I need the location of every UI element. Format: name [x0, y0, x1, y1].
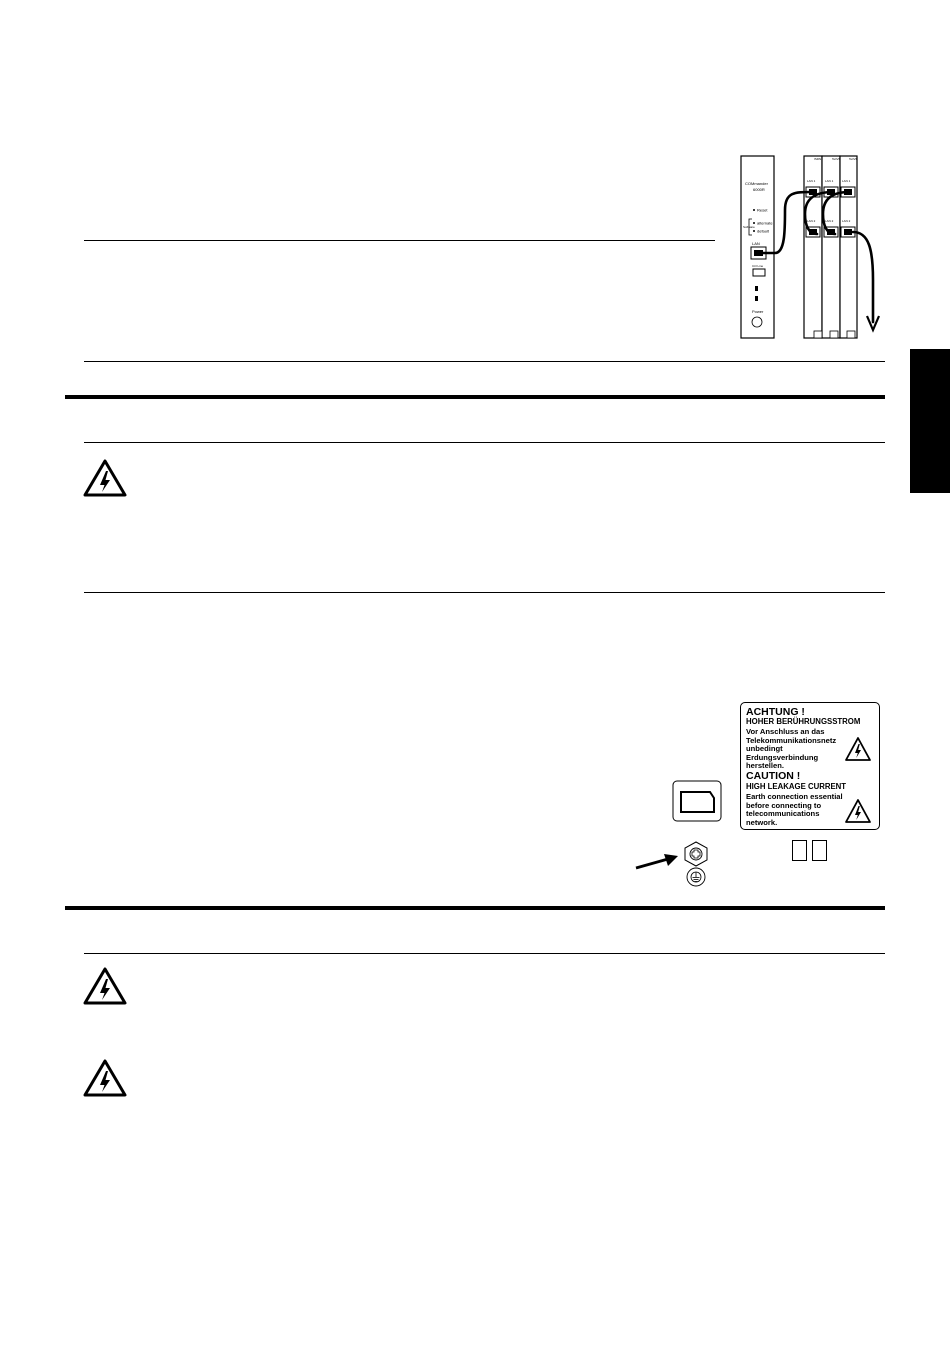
port-label: LAN 2 — [825, 219, 834, 223]
label-line: Erdungsverbindung — [746, 752, 819, 762]
led-label: alternate — [757, 220, 773, 226]
slot-card — [840, 156, 857, 338]
port-label: LAN 1 — [807, 179, 816, 183]
high-voltage-warning-icon — [82, 458, 128, 498]
label-line: Telekommunikationsnetz — [746, 735, 837, 745]
slot-tag: ISDN — [814, 157, 822, 161]
divider-line — [84, 592, 885, 593]
label-line: telecommunications — [746, 809, 820, 818]
label-line: HIGH LEAKAGE CURRENT — [746, 782, 847, 791]
slot-card — [822, 156, 840, 338]
section-thumb-tab — [910, 349, 950, 493]
label-line: before connecting to — [746, 800, 822, 810]
leakage-current-warning-label — [740, 702, 880, 830]
rack-cabling-figure — [735, 150, 890, 342]
checkbox-square — [792, 840, 807, 861]
earth-ground-screw-icon — [682, 841, 710, 889]
port-label: LAN 1 — [825, 179, 834, 183]
main-card-model: 6000R — [753, 187, 765, 192]
port-label: LAN 1 — [842, 179, 851, 183]
high-voltage-warning-icon — [82, 1058, 128, 1098]
port-label: LAN 2 — [807, 219, 816, 223]
pointer-arrow-icon — [634, 852, 680, 872]
power-label: Power — [752, 309, 764, 314]
port-label: Ctrl Line — [752, 264, 764, 268]
divider-line — [84, 953, 885, 954]
power-socket-icon — [672, 780, 722, 822]
divider-line — [84, 442, 885, 443]
port-label: LAN — [752, 241, 760, 246]
label-line: Earth connection essential — [746, 792, 843, 801]
label-line: network. — [746, 817, 778, 827]
divider-line — [84, 240, 715, 241]
led-label: default — [757, 228, 770, 234]
checkbox-square — [812, 840, 827, 861]
label-line: herstellen. — [746, 761, 784, 770]
port-label: LAN 2 — [842, 219, 851, 223]
main-card-brand: COMmander — [745, 181, 768, 186]
software-label: Software — [743, 225, 755, 229]
high-voltage-warning-icon — [82, 966, 128, 1006]
label-line: Vor Anschluss an das — [746, 727, 825, 736]
section-divider-thick — [65, 906, 885, 910]
label-line: unbedingt — [746, 744, 783, 753]
label-heading-de: ACHTUNG ! — [746, 706, 805, 718]
section-divider-thick — [65, 395, 885, 399]
slot-tag: Tel/VP — [849, 157, 858, 161]
label-line: HOHER BERÜHRUNGSSTROM — [746, 717, 861, 726]
high-voltage-warning-icon — [844, 798, 872, 824]
led-label: Reset — [757, 207, 768, 213]
label-heading-en: CAUTION ! — [746, 770, 801, 782]
high-voltage-warning-icon — [844, 736, 872, 762]
slot-tag: Tel/VP — [832, 157, 841, 161]
slot-card — [804, 156, 822, 338]
divider-line — [84, 361, 885, 362]
